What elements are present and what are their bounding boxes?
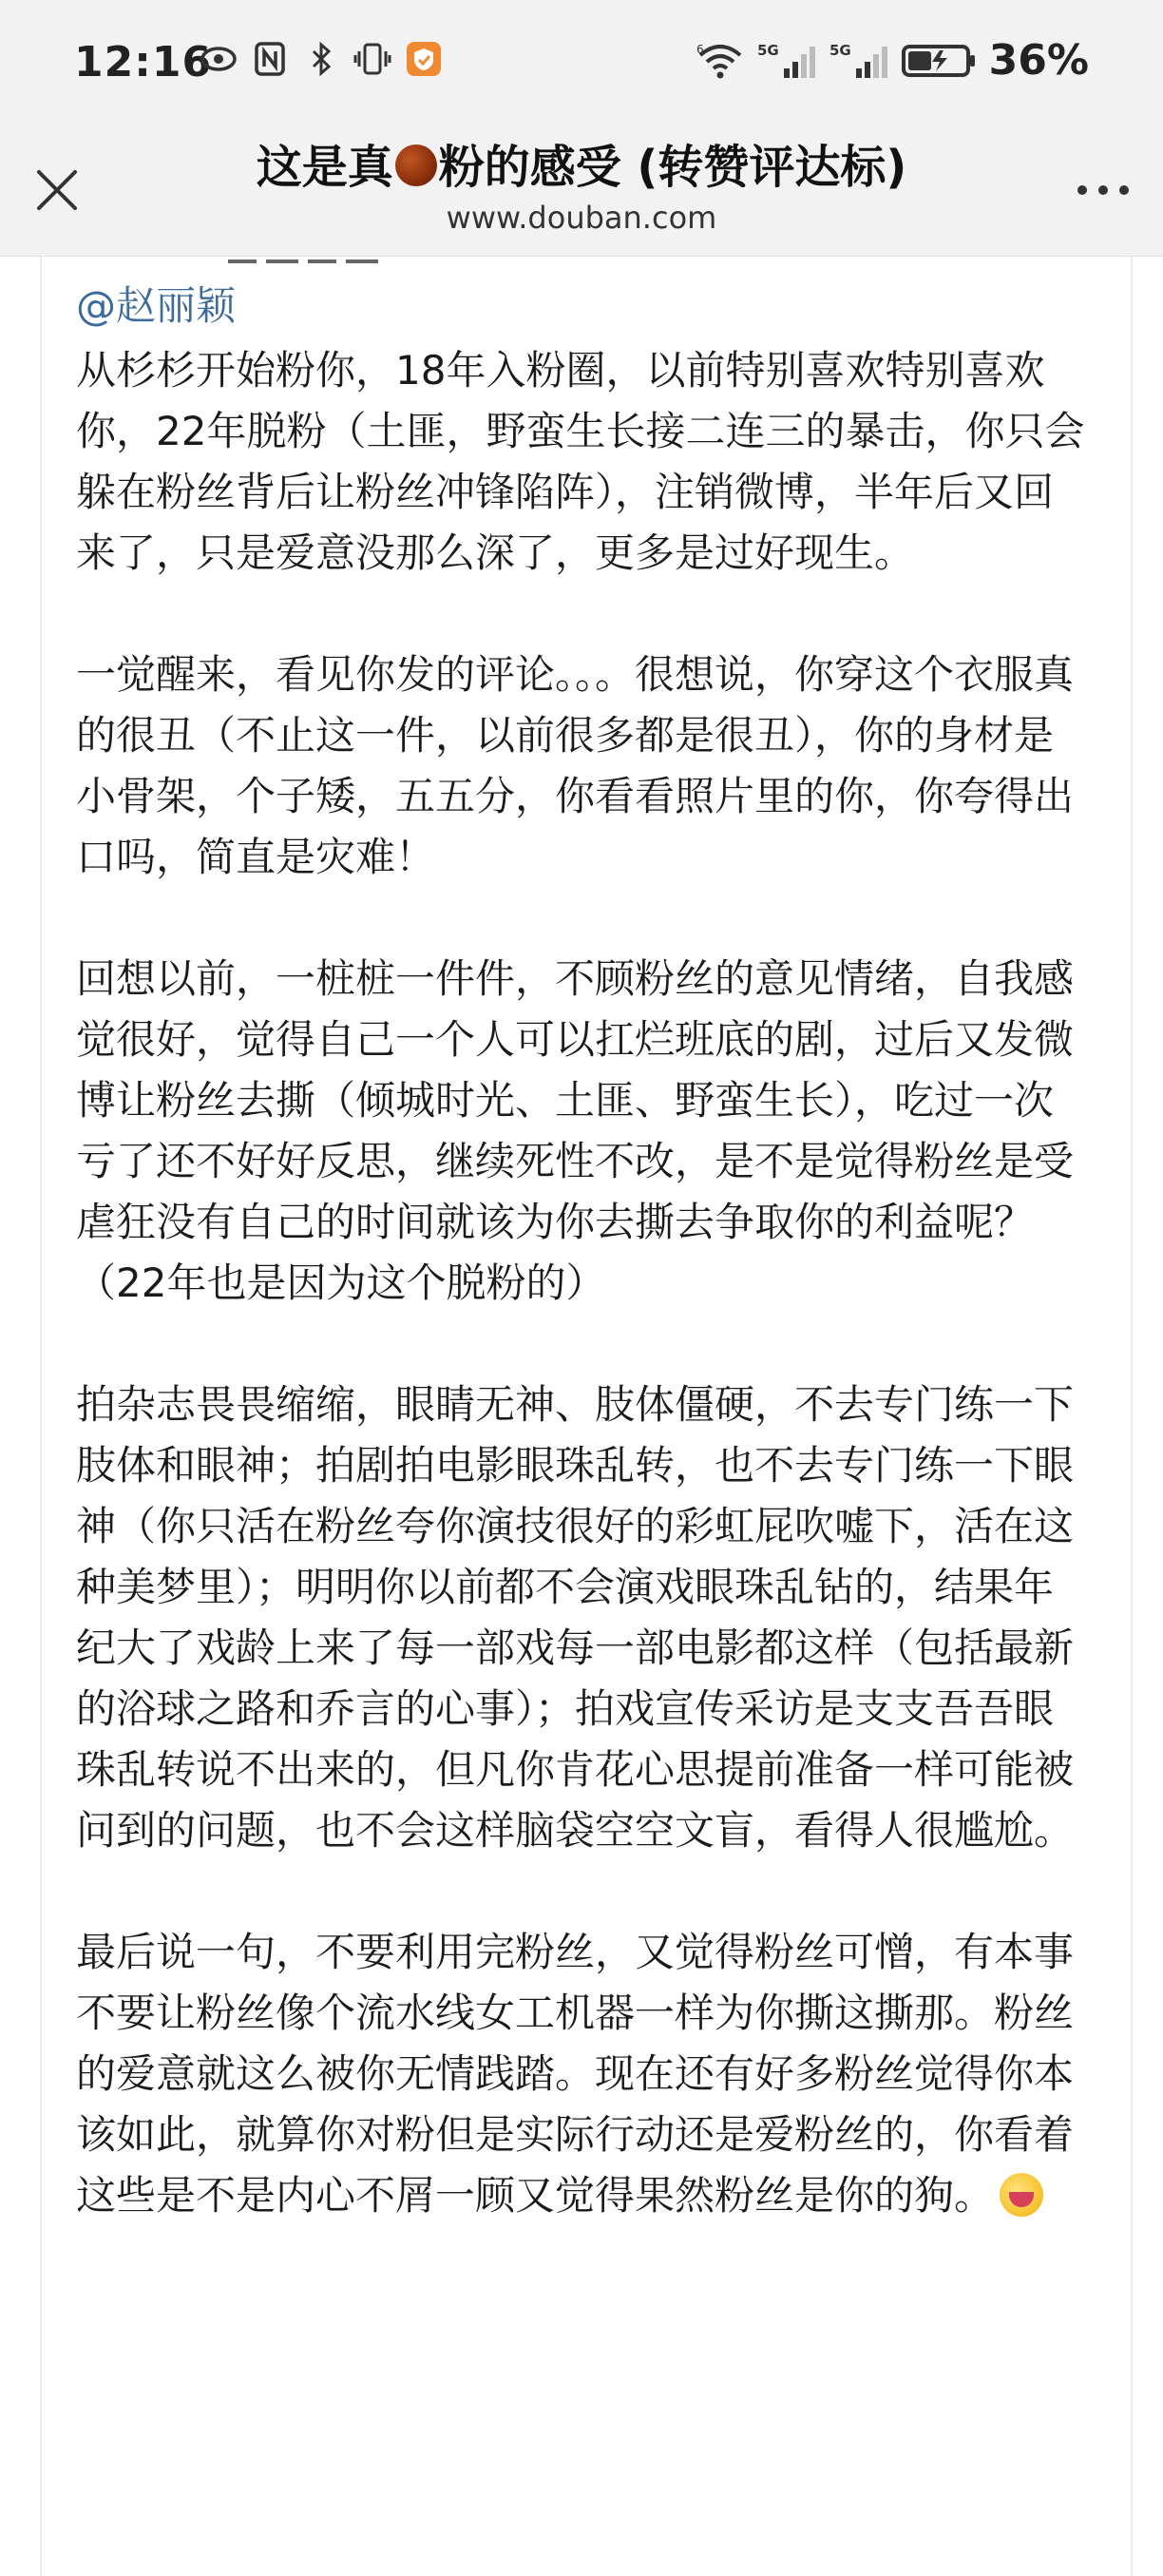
chestnut-emoji-icon xyxy=(395,144,437,186)
browser-header xyxy=(0,133,1163,257)
clipped-text-line xyxy=(228,255,418,264)
status-left-icons xyxy=(200,40,443,78)
svg-text:6: 6 xyxy=(696,42,704,56)
more-dots-icon xyxy=(1075,183,1132,197)
post-paragraph-text: 最后说一句，不要利用完粉丝，又觉得粉丝可憎，有本事不要让粉丝像个流水线女工机器一样为你撕这撕那。粉丝的爱意就这么被你无情践踏。现在还有好多粉丝觉得你本该如此，就算你对粉但是实际行动还是爱粉丝的，你看着这些是不是内心不屑一顾又觉得果然粉丝是你的狗。 xyxy=(76,1929,1075,2219)
nfc-icon xyxy=(251,40,289,78)
network-label: 5G xyxy=(829,41,851,59)
battery-percent: 36% xyxy=(988,36,1089,85)
post-paragraph-last xyxy=(76,1922,1093,2226)
eye-icon xyxy=(200,40,238,78)
status-bar xyxy=(0,0,1163,133)
network-label: 5G xyxy=(756,41,779,59)
battery-icon xyxy=(902,43,978,79)
vibrate-icon xyxy=(353,40,391,78)
shield-app-icon xyxy=(405,40,443,78)
more-options-button[interactable] xyxy=(1070,162,1136,219)
laughing-emoji-icon xyxy=(1000,2173,1043,2217)
wifi-icon xyxy=(695,42,746,80)
signal-5g-icon xyxy=(757,42,818,80)
post-content xyxy=(76,276,1093,2226)
post-paragraph: 回想以前，一桩桩一件件，不顾粉丝的意见情绪，自我感觉很好，觉得自己一个人可以扛烂班底的剧，过后又发微博让粉丝去撕（倾城时光、土匪、野蛮生长），吃过一次亏了还不好好反思，继续死性不改，是不是觉得粉丝是受虐狂没有自己的时间就该为你去撕去争取你的利益呢？（22年也是因为这个脱粉的） xyxy=(76,955,1075,1306)
post-paragraph: 拍杂志畏畏缩缩，眼睛无神、肢体僵硬，不去专门练一下肢体和眼神；拍剧拍电影眼珠乱转，也不去专门练一下眼神（你只活在粉丝夸你演技很好的彩虹屁吹嘘下，活在这种美梦里）；明明你以前都不会演戏眼珠乱钻的，结果年纪大了戏龄上来了每一部戏每一部电影都这样（包括最新的浴球之路和乔言的心事）；拍戏宣传采访是支支吾吾眼珠乱转说不出来的，但凡你肯花心思提前准备一样可能被问到的问题，也不会这样脑袋空空文盲，看得人很尴尬。 xyxy=(76,1381,1075,1854)
page-url: www.douban.com xyxy=(446,200,717,236)
signal-5g-icon xyxy=(829,42,890,80)
mention-link[interactable]: @赵丽颖 xyxy=(76,282,237,329)
status-right-icons xyxy=(695,36,1089,85)
page-title-part2: 粉的感受 (转赞评达标) xyxy=(438,141,907,194)
status-time: 12:16 xyxy=(74,38,213,87)
post-paragraph: 一觉醒来，看见你发的评论。。。很想说，你穿这个衣服真的很丑（不止这一件，以前很多都是很丑），你的身材是小骨架，个子矮，五五分，你看看照片里的你，你夸得出口吗，简直是灾难！ xyxy=(76,651,1075,880)
page-title xyxy=(133,133,1030,202)
page-title-part1: 这是真 xyxy=(256,141,393,194)
bluetooth-icon xyxy=(302,40,340,78)
post-paragraph: 从杉杉开始粉你，18年入粉圈，以前特别喜欢特别喜欢你，22年脱粉（土匪，野蛮生长接二连三的暴击，你只会躲在粉丝背后让粉丝冲锋陷阵），注销微博，半年后又回来了，只是爱意没那么深了，更多是过好现生。 xyxy=(76,347,1085,576)
